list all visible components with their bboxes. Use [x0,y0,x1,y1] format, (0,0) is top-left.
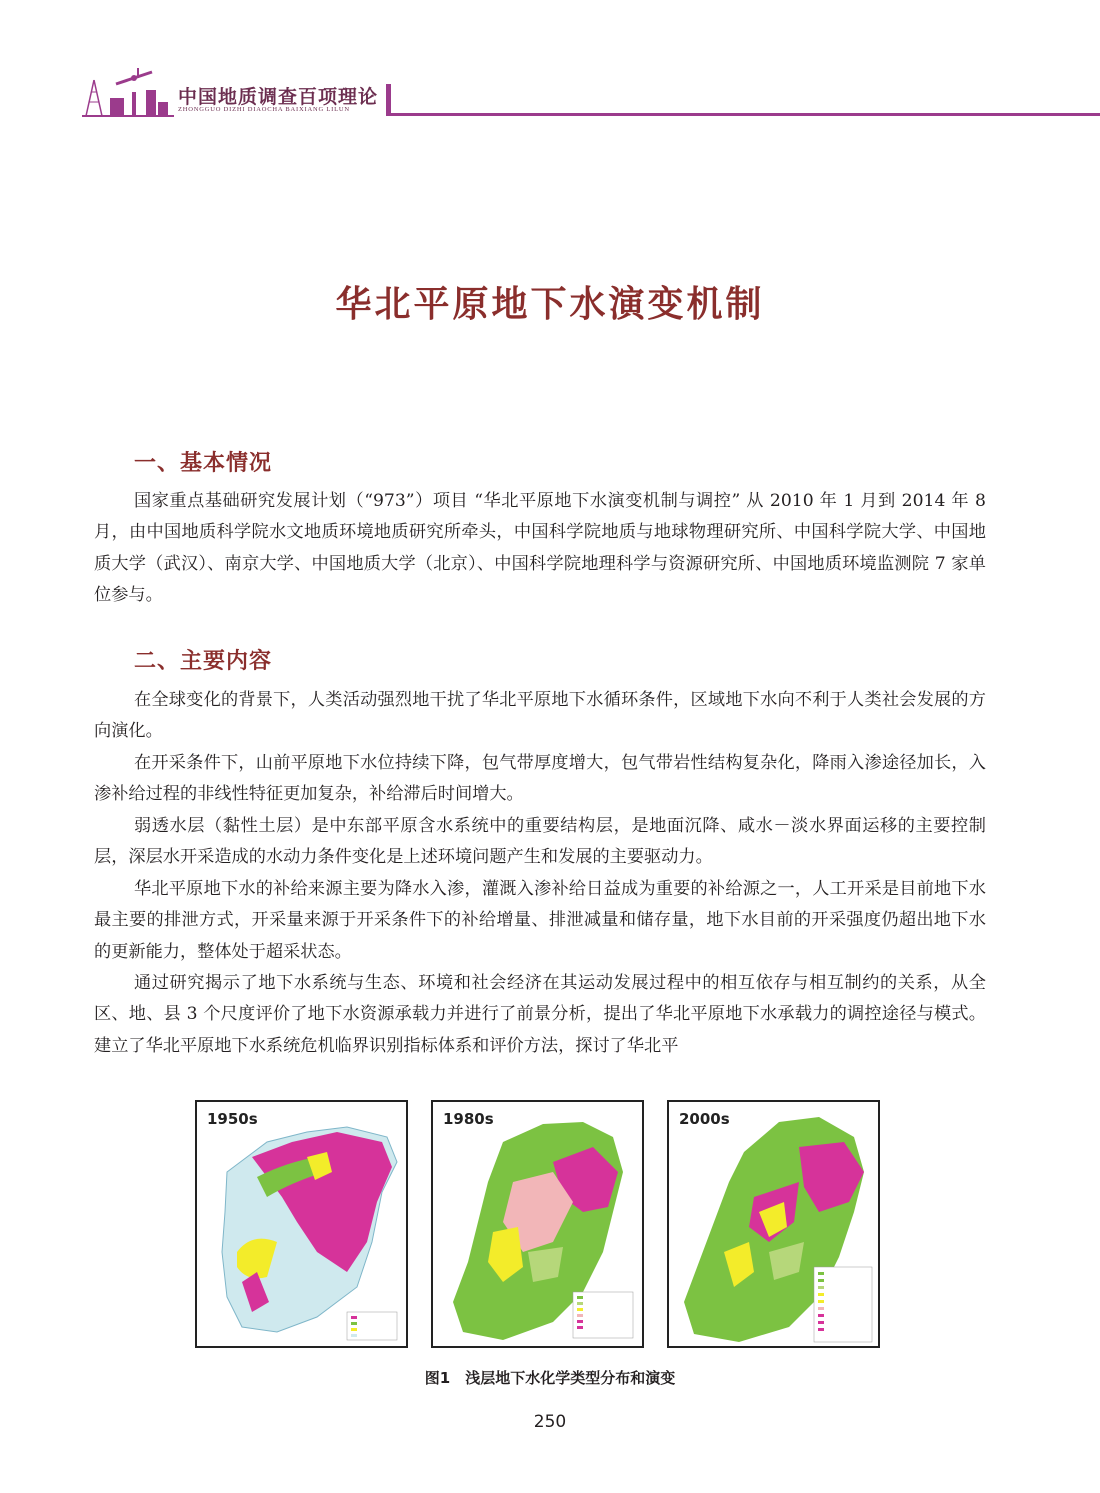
header-title: 中国地质调查百项理论 [178,86,379,108]
map-label-2000s: 2000s [679,1110,730,1128]
figure-caption: 图1 浅层地下水化学类型分布和演变 [424,1369,676,1387]
map-panel-1950s [195,1100,408,1348]
map-panel-1980s [431,1100,644,1348]
paragraph: 华北平原地下水的补给来源主要为降水入渗，灌溉入渗补给日益成为重要的补给源之一，人工开采是目前地下水最主要的排泄方式，开采量来源于开采条件下的补给增量、排泄减量和储存量，地下水目前的开采强度仍超出地下水的更新能力，整体处于超采状态。 [94,879,986,962]
figure-groundwater-maps [195,1100,885,1350]
map-panel-2000s [667,1100,880,1348]
paragraph: 国家重点基础研究发展计划（“973”）项目 “华北平原地下水演变机制与调控” 从 2010 年 1 月到 2014 年 8 月，由中国地质科学院水文地质环境地质研究所牵头，中国科学院地质与地球物理研究所、中国科学院大学、中国地质大学（武汉）、南京大学、中国地质大学（北京）、中国科学院地理科学与资源研究所、中国地质环境监测院 7 家单位参与。 [94,491,986,605]
header-rule [386,113,1100,116]
paragraph: 弱透水层（黏性土层）是中东部平原含水系统中的重要结构层，是地面沉降、咸水－淡水界面运移的主要控制层，深层水开采造成的水动力条件变化是上述环境问题产生和发展的主要驱动力。 [94,816,986,868]
section-heading-basic-info: 一、基本情况 [134,451,273,476]
oil-derrick-logo-icon [82,62,174,118]
map-1980s-image [433,1102,644,1348]
paragraph: 在全球变化的背景下，人类活动强烈地干扰了华北平原地下水循环条件，区域地下水向不利于人类社会发展的方向演化。 [94,690,986,742]
header-accent-bar [386,84,391,114]
map-label-1980s: 1980s [443,1110,494,1128]
running-header [82,62,1100,122]
header-subtitle: ZHONGGUO DIZHI DIAOCHA BAIXIANG LILUN [178,106,350,113]
map-2000s-image [669,1102,880,1348]
map-label-1950s: 1950s [207,1110,258,1128]
paragraph: 通过研究揭示了地下水系统与生态、环境和社会经济在其运动发展过程中的相互依存与相互制约的关系，从全区、地、县 3 个尺度评价了地下水资源承载力并进行了前景分析，提出了华北平原地下水承载力的调控途径与模式。建立了华北平原地下水系统危机临界识别指标体系和评价方法，探讨了华北平 [94,973,986,1056]
paragraph: 在开采条件下，山前平原地下水位持续下降，包气带厚度增大，包气带岩性结构复杂化，降雨入渗途径加长，入渗补给过程的非线性特征更加复杂，补给滞后时间增大。 [94,753,986,805]
page-number: 250 [533,1412,567,1432]
article-title: 华北平原地下水演变机制 [335,284,765,325]
map-1950s-image [197,1102,408,1348]
section-heading-main-content: 二、主要内容 [134,649,273,674]
